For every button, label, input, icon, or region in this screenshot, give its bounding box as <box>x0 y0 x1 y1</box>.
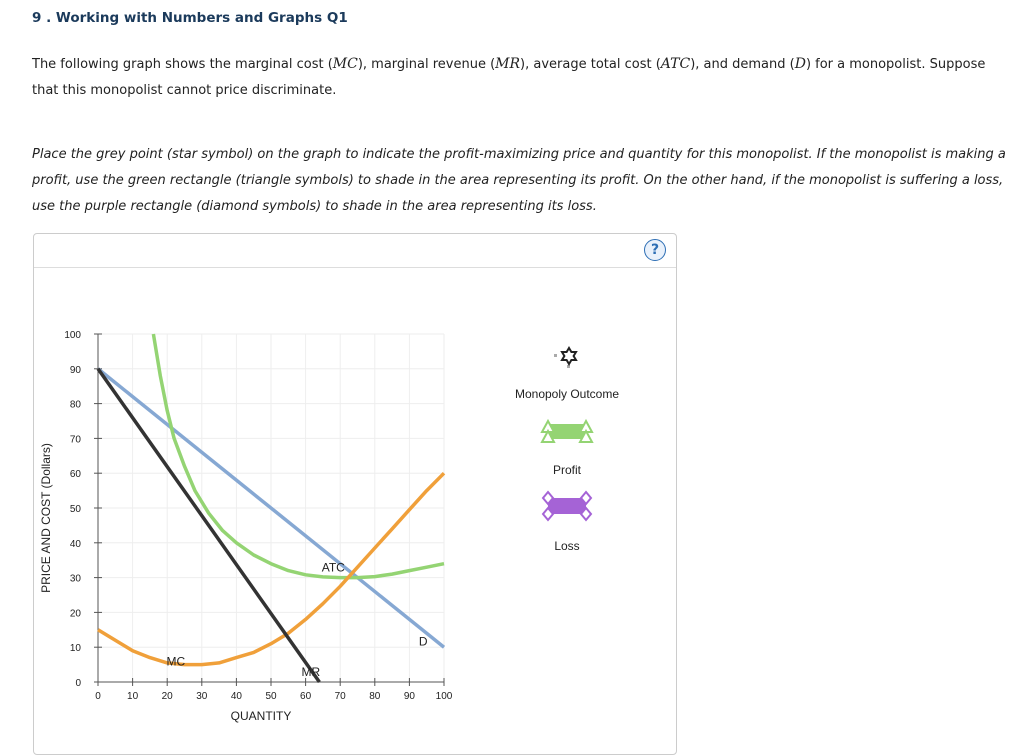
help-icon[interactable]: ? <box>644 239 666 261</box>
y-tick-label: 0 <box>75 678 81 689</box>
x-axis-title: QUANTITY <box>230 709 292 723</box>
x-tick-label: 90 <box>403 691 415 702</box>
y-axis-title: PRICE AND COST (Dollars) <box>39 443 53 593</box>
monopoly-outcome-tool[interactable] <box>554 348 576 368</box>
tool-grip-bottom <box>567 365 570 368</box>
x-tick-label: 0 <box>95 691 101 702</box>
graph-panel <box>33 233 677 755</box>
question-instructions: Place the grey point (star symbol) on the graph to indicate the profit-maximizing price and quantity for this monopolist. If the monopolist is making a profit, use the green rectangle (triangle symbols) to shade in the area representing its profit. On the other hand, if the monopolist is suffering a loss, use the purple rectangle (diamond symbols) to shade in the area representing its loss. <box>32 147 1006 214</box>
y-tick-label: 40 <box>69 538 81 550</box>
loss-rectangle-tool[interactable] <box>543 492 591 520</box>
mr-variable: MR <box>495 56 521 72</box>
x-tick-label: 60 <box>300 691 312 702</box>
mc-variable: MC <box>332 56 358 72</box>
y-tick-label: 50 <box>69 504 81 515</box>
x-tick-label: 30 <box>196 691 208 702</box>
atc-curve-label: ATC <box>321 560 345 575</box>
x-tick-label: 40 <box>230 691 242 702</box>
x-tick-label: 80 <box>369 691 381 702</box>
y-tick-label: 100 <box>64 330 81 341</box>
y-tick-label: 60 <box>69 469 81 481</box>
x-tick-label: 70 <box>334 691 346 702</box>
star-icon[interactable] <box>562 348 576 364</box>
y-tick-label: 10 <box>69 643 81 655</box>
x-tick-label: 50 <box>265 691 277 702</box>
y-tick-label: 80 <box>69 399 81 411</box>
x-tick-label: 20 <box>161 691 173 702</box>
x-tick-label: 10 <box>127 691 139 702</box>
mr-curve <box>98 369 319 682</box>
d-curve-label: D <box>418 634 428 649</box>
y-tick-label: 90 <box>69 364 81 376</box>
atc-curve <box>153 334 444 578</box>
question-intro: The following graph shows the marginal cost (MC), marginal revenue (MR), average total cost (ATC), and demand (D) for a monopolist. Suppose that this monopolist cannot price discriminate. <box>32 56 986 98</box>
chart[interactable] <box>34 234 676 754</box>
y-tick-label: 30 <box>69 573 81 585</box>
d-variable: D <box>794 56 806 72</box>
monopoly-outcome-label: Monopoly Outcome <box>514 387 620 401</box>
question-title: 9 . Working with Numbers and Graphs Q1 <box>32 10 348 26</box>
profit-label: Profit <box>552 463 582 477</box>
tool-grip-left <box>554 354 557 357</box>
mc-curve-label: MC <box>166 654 186 669</box>
profit-rectangle-tool[interactable] <box>542 421 592 442</box>
y-tick-label: 70 <box>69 434 81 446</box>
loss-label: Loss <box>554 539 580 553</box>
x-tick-label: 100 <box>435 691 453 702</box>
mr-curve-label: MR <box>301 665 321 680</box>
loss-swatch <box>548 498 586 514</box>
atc-variable: ATC <box>660 56 691 72</box>
y-tick-label: 20 <box>69 608 81 620</box>
